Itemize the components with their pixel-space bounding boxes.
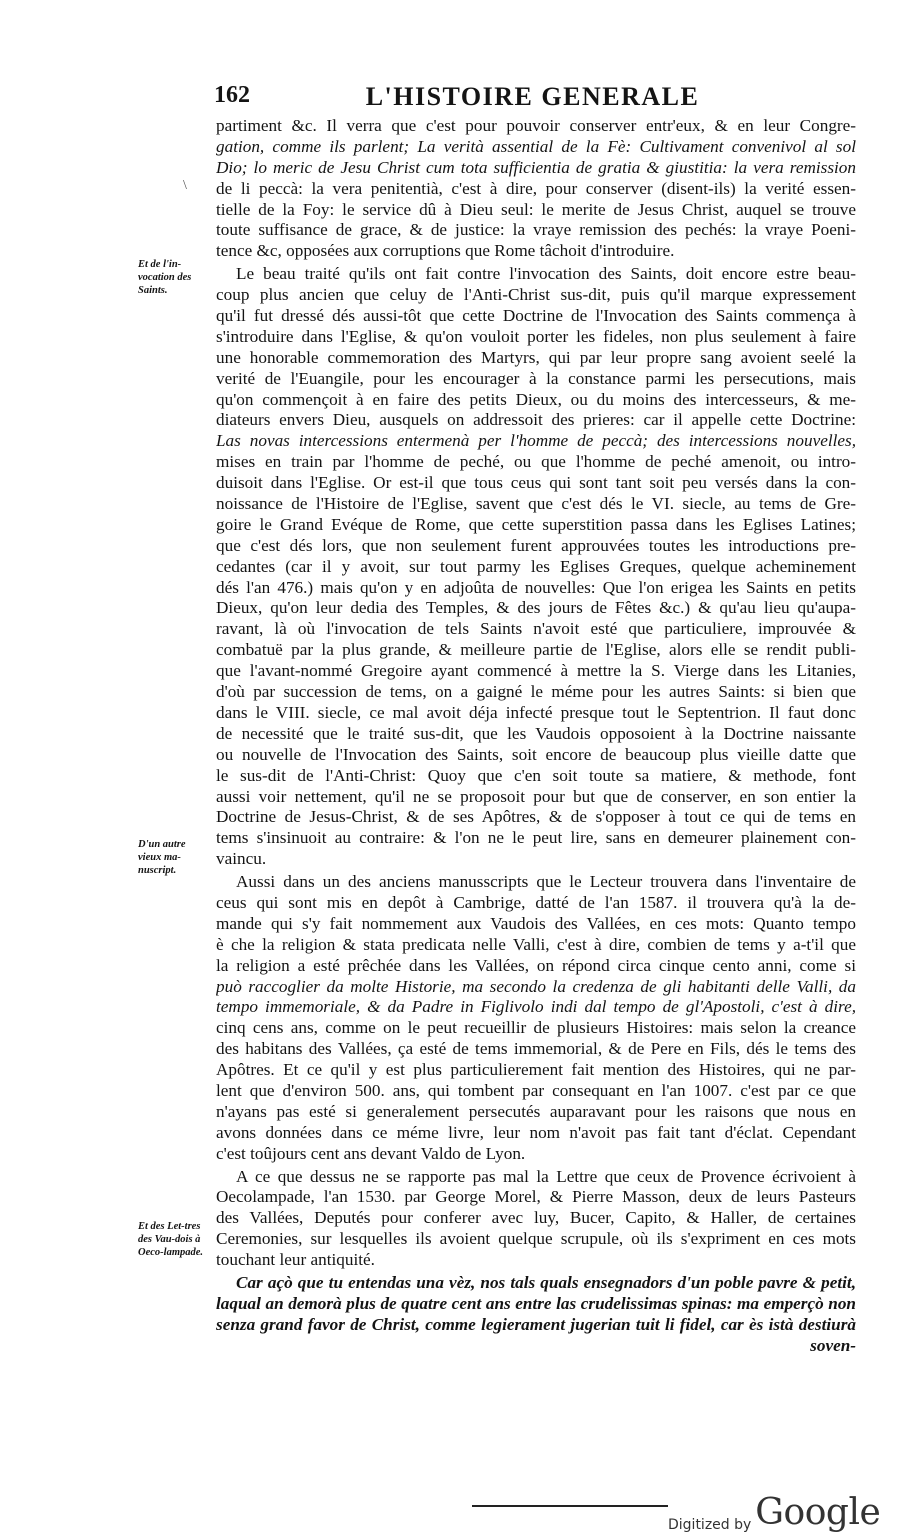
text-line: Dio; lo meric de Jesu Christ cum tota sufficientia de gratia & giustitia: la vera remission bbox=[216, 157, 856, 177]
text-line: può raccoglier da molte Historie, ma secondo la credenza de gli habitanti delle Valli, da bbox=[216, 976, 856, 996]
text-line: qu'il fut dressé dés aussi-tôt que cette Doctrine de l'Invocation des Saints commença à bbox=[216, 306, 856, 326]
text-line: partiment &c. Il verra que c'est pour pouvoir conserver entr'eux, & en leur Congre- bbox=[216, 116, 856, 135]
text-line: des Vallées, Deputés pour conferer avec luy, Bucer, Capito, & Haller, de certaines bbox=[216, 1208, 856, 1228]
text-line: è che la religion & stata predicata nelle Valli, c'est à dire, combien de tems y a-t'il que bbox=[216, 934, 856, 954]
text-line: tems s'insinuoit au contraire: & l'on ne le peut lire, sans en demeurer plainement con- bbox=[216, 828, 856, 848]
text-line: dans le VIII. siecle, ce mal avoit déja infecté presque tout le Septentrion. Il faut donc bbox=[216, 702, 856, 722]
text-line: ou nouvelle de l'Invocation des Saints, soit encore de beaucoup plus vieille datte que bbox=[216, 744, 856, 764]
text-line: tielle de la Foy: le service dû à Dieu seul: le merite de Jesus Christ, auquel se trouve bbox=[216, 199, 856, 219]
bottom-rule bbox=[472, 1505, 668, 1507]
text-line: Apôtres. Et ce qu'il y est plus particulierement fait mention des Histoires, qui ne par- bbox=[216, 1060, 856, 1080]
text-line: d'où par succession de tems, on a gaigné le méme pour les autres Saints: si bien que bbox=[216, 682, 856, 702]
text-line: Las novas intercessions entermenà per l'homme de peccà; des intercessions nouvelles, bbox=[216, 431, 856, 451]
text-line: Aussi dans un des anciens manusscripts que le Lecteur trouvera dans l'inventaire de bbox=[236, 872, 856, 892]
digitized-watermark bbox=[668, 1492, 880, 1532]
text-line: qu'on commençoit à en faire des petits Dieux, ou du moins des intercesseurs, & me- bbox=[216, 389, 856, 409]
text-line: que l'avant-nommé Gregoire ayant commencé à mettre la S. Vierge dans les Litanies, bbox=[216, 661, 856, 681]
text-line: Dieux, qu'on leur dedia des Temples, & des jours de Fêtes &c.) & qu'au lieu qu'aupa- bbox=[216, 598, 856, 618]
text-line: combatuë par la plus grande, & meilleure partie de l'Eglise, alors elle se rendit publi- bbox=[216, 640, 856, 660]
text-line: gation, comme ils parlent; La verità assential de la Fè: Cultivament convenivol al sol bbox=[216, 136, 856, 156]
main-text bbox=[216, 116, 856, 1357]
text-line: toute suffisance de grace, & de justice: la vraye remission des pechés: la vraye Poeni- bbox=[216, 220, 856, 240]
running-title: L'HISTOIRE GENERALE bbox=[365, 82, 700, 111]
text-line: duisoit dans l'Eglise. Or est-il que tous ceus qui sont tant soit peu versés dans la con- bbox=[216, 473, 856, 493]
page-header bbox=[210, 82, 855, 116]
google-logo: Google bbox=[755, 1492, 881, 1533]
text-line: le sus-dit de l'Anti-Christ: Quoy que c'en soit toute sa matiere, & methode, font bbox=[216, 765, 856, 785]
margin-note-manuscript: D'un autre vieux ma-nuscript. bbox=[138, 839, 186, 876]
text-line: Ceremonies, sur lesquelles ils avoient quelque scrupule, où ils s'expriment en ces mots bbox=[216, 1229, 856, 1249]
margin-note-invocation: Et de l'in-vocation des Saints. bbox=[138, 259, 192, 296]
text-line: Oecolampade, l'an 1530. par George Morel, & Pierre Masson, deux de leurs Pasteurs bbox=[216, 1187, 856, 1207]
text-line: n'ayans pas esté si generalement persecutés auparavant pour les raisons que nous en bbox=[216, 1101, 856, 1121]
text-line: Doctrine de Jesus-Christ, & de ses Apôtres, & de s'opposer à tout ce qui de tems en bbox=[216, 807, 856, 827]
catchword: soven- bbox=[810, 1335, 856, 1355]
digitized-label: Digitized by bbox=[668, 1517, 752, 1533]
text-line: que c'est dés lors, que non seulement furent approuvées toutes les introductions pre- bbox=[216, 535, 856, 555]
text-line: tempo immemoriale, & da Padre in Figlivolo indi dal tempo de gl'Apostoli, c'est à dire, bbox=[216, 997, 856, 1017]
text-line: senza grand favor de Christ, comme legierament jugerian tuit li fidel, car ès istà destiurà bbox=[216, 1314, 856, 1334]
text-line: cinq cens ans, comme on le peut recueillir de plusieurs Histoires: mais selon la creance bbox=[216, 1018, 856, 1038]
text-line: diateurs envers Dieu, ausquels on addressoit des prieres: car il appelle cette Doctrine: bbox=[216, 410, 856, 430]
text-line: avons données dans ce méme livre, leur nom n'avoit pas fait tant d'éclat. Cependant bbox=[216, 1122, 856, 1142]
text-line: vaincu. bbox=[216, 849, 267, 869]
text-line: laqual an demorà plus de quatre cent ans entre las crudelissimas spinas: ma emperçò non bbox=[216, 1293, 856, 1313]
text-line: ceus qui sont mis en depôt à Cambrige, datté de l'an 1587. il trouvera qu'à la de- bbox=[216, 892, 856, 912]
text-line: tence &c, opposées aux corruptions que Rome tâchoit d'introduire. bbox=[216, 241, 675, 261]
text-line: touchant leur antiquité. bbox=[216, 1250, 375, 1270]
stray-ink-mark: \ bbox=[183, 178, 187, 193]
text-line: noissance de l'Histoire de l'Eglise, savent que c'est dés le VI. siecle, au tems de Gre- bbox=[216, 494, 856, 514]
text-line: lent que d'environ 500. ans, qui tombent par consequant en l'an 1007. c'est par ce que bbox=[216, 1080, 856, 1100]
text-line: de necessité que le traité sus-dit, que les Vaudois opposoient à la Doctrine naissante bbox=[216, 723, 856, 743]
text-line: Le beau traité qu'ils ont fait contre l'invocation des Saints, doit encore estre beau- bbox=[236, 264, 856, 284]
page-number: 162 bbox=[214, 82, 250, 108]
text-line: aussi voir nettement, qu'il ne se proposoit pour but que de conserver, en son entier la bbox=[216, 786, 856, 806]
text-line: s'introduire dans l'Eglise, & qu'on vouloit porter les fideles, non plus seulement à faire bbox=[216, 326, 856, 346]
text-line: la religion a esté prêchée dans les Vallées, on répond circa cinque cento anni, come si bbox=[216, 955, 856, 975]
text-line: une honorable commemoration des Martyrs, qui par leur propre sang avoient seelé la bbox=[216, 347, 856, 367]
text-line: dés l'an 476.) mais qu'on y en adjoûta de nouvelles: Que l'on erigea les Saints en petits bbox=[216, 577, 856, 597]
text-line: verité de l'Euangile, pour les encourager à la constance parmi les persecutions, mais bbox=[216, 368, 856, 388]
text-line: coup plus ancien que celuy de l'Anti-Christ sus-dit, puis qu'il marque expressement bbox=[216, 285, 856, 305]
text-line: c'est toûjours cent ans devant Valdo de Lyon. bbox=[216, 1143, 526, 1163]
margin-note-letters: Et des Let-tres des Vau-dois à Oeco-lampade. bbox=[138, 1221, 204, 1258]
text-line: des habitans des Vallées, ça esté de tems immemorial, & de Pere en Fils, dés le tems des bbox=[216, 1039, 856, 1059]
text-line: de li peccà: la vera penitentià, c'est à dire, pour conserver (disent-ils) la verité essen- bbox=[216, 178, 856, 198]
text-line: Car açò que tu entendas una vèz, nos tals quals ensegnadors d'un poble pavre & petit, bbox=[236, 1272, 856, 1292]
text-line: goire le Grand Evéque de Rome, que cette superstition passa dans les Eglises Latines; bbox=[216, 514, 856, 534]
text-line: cedantes (car il y avoit, sur tout parmy les Eglises Greques, quelque acheminement bbox=[216, 556, 856, 576]
text-line: mises en train par l'homme de peché, ou que l'homme de peché amenoit, ou intro- bbox=[216, 452, 856, 472]
text-line: mande qui s'y fait nommement aux Vaudois des Vallées, en ces mots: Quanto tempo bbox=[216, 913, 856, 933]
text-line: A ce que dessus ne se rapporte pas mal la Lettre que ceux de Provence écrivoient à bbox=[236, 1166, 856, 1186]
text-line: ravant, là où l'invocation de tels Saints n'avoit esté que particuliere, improuvée & bbox=[216, 619, 856, 639]
